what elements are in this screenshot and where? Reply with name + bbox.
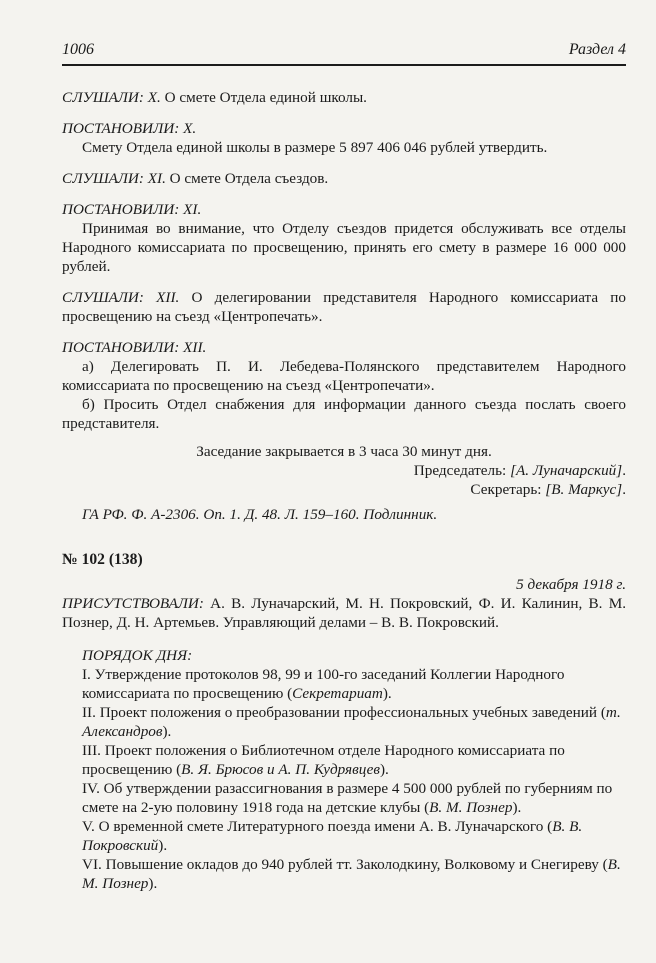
secretary-signature: Секретарь: [В. Маркус]. xyxy=(470,481,626,498)
resolved-text-12b: б) Просить Отдел снабжения для информации данного съезда послать своего представителя. xyxy=(62,396,626,432)
secretary-label: Секретарь: xyxy=(470,481,546,498)
resolved-label-12: ПОСТАНОВИЛИ: XII. xyxy=(62,339,207,356)
heard-text: О смете Отдела съездов. xyxy=(165,170,329,187)
section-title: Раздел 4 xyxy=(568,41,626,58)
heard-label: СЛУШАЛИ: Х. xyxy=(62,89,161,106)
agenda xyxy=(62,646,626,893)
page-content xyxy=(62,88,626,893)
resolved-text-12a: а) Делегировать П. И. Лебедева-Полянского представителем Народного комиссариата по просвещению на съезд «Центропечати». xyxy=(62,358,626,394)
agenda-item: VI. Повышение окладов до 940 рублей тт. Заколодкину, Волковому и Снегиреву (В. М. Познер). xyxy=(82,856,621,892)
attendees xyxy=(62,594,626,632)
archive-source: ГА РФ. Ф. А-2306. Оп. 1. Д. 48. Л. 159–160. Подлинник. xyxy=(82,506,438,523)
page-number: 1006 xyxy=(62,41,94,58)
heard-text: О смете Отдела единой школы. xyxy=(160,89,367,106)
chair-name: [А. Луначарский] xyxy=(510,462,623,479)
heard-text: О делегировании представителя Народного комиссариата по просвещению на съезд «Центропечать». xyxy=(62,289,626,325)
resolved-text-11: Принимая во внимание, что Отделу съездов придется обслуживать все отделы Народного комиссариата по просвещению, принять его смету в размере 16 000 000 рублей. xyxy=(62,220,626,275)
page-header xyxy=(62,38,626,66)
agenda-item: I. Утверждение протоколов 98, 99 и 100-го заседаний Коллегии Народного комиссариата по просвещению (Секретариат). xyxy=(82,666,565,702)
chair-signature: Председатель: [А. Луначарский]. xyxy=(413,462,626,479)
attendees-label: ПРИСУТСТВОВАЛИ: xyxy=(62,595,204,612)
agenda-item: IV. Об утверждении разассигнования в размере 4 500 000 рублей по губерниям по смете на 2-ую половину 1918 года на детские клубы (В. М. Познер). xyxy=(82,780,613,816)
heard-item-11 xyxy=(62,169,626,188)
heard-label: СЛУШАЛИ: XII. xyxy=(62,289,180,306)
document-number: № 102 (138) xyxy=(62,551,143,568)
document-date: 5 декабря 1918 г. xyxy=(516,576,626,593)
secretary-name: [В. Маркус] xyxy=(545,481,623,498)
resolved-text-10: Смету Отдела единой школы в размере 5 897 406 046 рублей утвердить. xyxy=(82,139,548,156)
heard-item-12 xyxy=(62,288,626,326)
closing-line: Заседание закрывается в 3 часа 30 минут дня. xyxy=(196,443,492,460)
heard-label: СЛУШАЛИ: XI. xyxy=(62,170,166,187)
chair-label: Председатель: xyxy=(413,462,511,479)
attendees-text: А. В. Луначарский, М. Н. Покровский, Ф. И. Калинин, В. М. Познер, Д. Н. Артемьев. Управляющий делами – В. В. Покровский. xyxy=(62,595,626,631)
resolved-label-10: ПОСТАНОВИЛИ: Х. xyxy=(62,120,197,137)
agenda-item: III. Проект положения о Библиотечном отделе Народного комиссариата по просвещению (В. Я. Брюсов и А. П. Кудрявцев). xyxy=(82,742,565,778)
agenda-item: II. Проект положения о преобразовании профессиональных учебных заведений (т. Александров). xyxy=(82,704,621,740)
agenda-item: V. О временной смете Литературного поезда имени А. В. Луначарского (В. В. Покровский). xyxy=(82,818,583,854)
resolved-label-11: ПОСТАНОВИЛИ: XI. xyxy=(62,201,202,218)
heard-item-10 xyxy=(62,88,626,107)
agenda-title: ПОРЯДОК ДНЯ: xyxy=(82,647,193,664)
